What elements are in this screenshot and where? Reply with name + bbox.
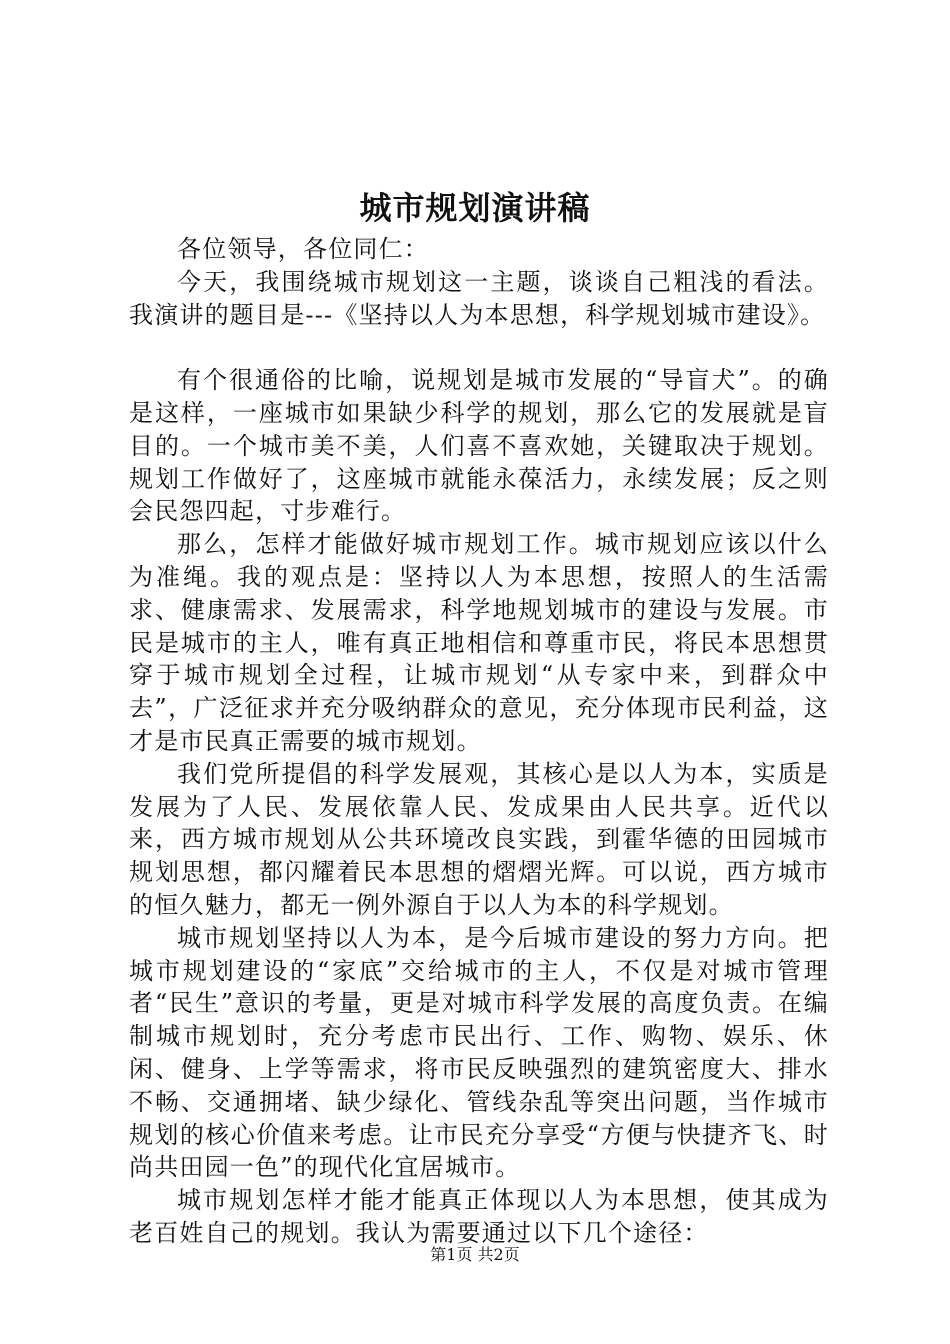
page-number-footer: 第1页 共2页 <box>430 1245 520 1264</box>
body-paragraph: 城市规划坚持以人为本，是今后城市建设的努力方向。把城市规划建设的“家底”交给城市的主人，不仅是对城市管理者“民生”意识的考量，更是对城市科学发展的高度负责。在编制城市规划时，充分考虑市民出行、工作、购物、娱乐、休闲、健身、上学等需求，将市民反映强烈的建筑密度大、排水不畅、交通拥堵、缺少绿化、管线杂乱等突出问题，当作城市规划的核心价值来考虑。让市民充分享受“方便与快捷齐飞、时尚共田园一色”的现代化宜居城市。 <box>129 923 829 1182</box>
document-body <box>129 233 829 1250</box>
intro-paragraph: 今天，我围绕城市规划这一主题，谈谈自己粗浅的看法。我演讲的题目是---《坚持以人为本思想，科学规划城市建设》。 <box>129 267 829 329</box>
body-paragraph: 城市规划怎样才能才能真正体现以人为本思想，使其成为老百姓自己的规划。我认为需要通过以下几个途径： <box>129 1186 829 1247</box>
paragraph-spacer <box>129 331 829 364</box>
body-paragraph: 有个很通俗的比喻，说规划是城市发展的“导盲犬”。的确是这样，一座城市如果缺少科学的规划，那么它的发展就是盲目的。一个城市美不美，人们喜不喜欢她，关键取决于规划。规划工作做好了，这座城市就能永葆活力，永续发展；反之则会民怨四起，寸步难行。 <box>129 366 829 526</box>
salutation-paragraph: 各位领导，各位同仁： <box>177 235 429 263</box>
document-title: 城市规划演讲稿 <box>359 189 591 227</box>
body-paragraph: 我们党所提倡的科学发展观，其核心是以人为本，实质是发展为了人民、发展依靠人民、发成果由人民共享。近代以来，西方城市规划从公共环境改良实践，到霍华德的田园城市规划思想，都闪耀着民本思想的熠熠光辉。可以说，西方城市的恒久魅力，都无一例外源自于以人为本的科学规划。 <box>129 759 829 919</box>
body-paragraph: 那么，怎样才能做好城市规划工作。城市规划应该以什么为准绳。我的观点是：坚持以人为本思想，按照人的生活需求、健康需求、发展需求，科学地规划城市的建设与发展。市民是城市的主人，唯有真正地相信和尊重市民，将民本思想贯穿于城市规划全过程，让城市规划“从专家中来，到群众中去”，广泛征求并充分吸纳群众的意见，充分体现市民利益，这才是市民真正需要的城市规划。 <box>129 530 829 755</box>
